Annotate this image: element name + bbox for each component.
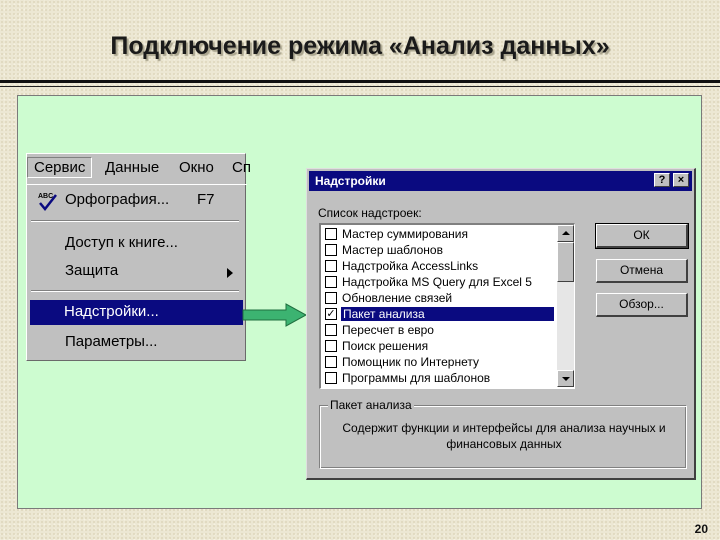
scroll-thumb[interactable] bbox=[557, 242, 574, 282]
addins-list-label: Список надстроек: bbox=[318, 206, 422, 220]
help-button[interactable]: ? bbox=[654, 173, 670, 187]
dialog-titlebar bbox=[309, 171, 692, 191]
menubar-data[interactable]: Данные bbox=[105, 159, 160, 176]
addins-dialog bbox=[306, 168, 696, 480]
menu-item-addins[interactable] bbox=[30, 300, 243, 325]
title-rule-thin bbox=[0, 86, 720, 87]
page-number: 20 bbox=[694, 522, 708, 536]
dialog-title: Надстройки bbox=[315, 174, 386, 188]
checkbox[interactable] bbox=[325, 292, 337, 304]
options-label: Параметры... bbox=[65, 333, 158, 350]
scroll-down-icon[interactable] bbox=[557, 370, 574, 387]
share-label: Доступ к книге... bbox=[65, 234, 178, 251]
cancel-button[interactable]: Отмена bbox=[596, 259, 688, 283]
spelling-icon bbox=[37, 190, 59, 212]
close-button[interactable]: × bbox=[673, 173, 689, 187]
addin-row[interactable]: Поиск решения bbox=[323, 338, 555, 354]
spelling-label: Орфография... bbox=[65, 191, 170, 208]
addin-row[interactable]: Помощник по Интернету bbox=[323, 354, 555, 370]
addin-description-group bbox=[319, 398, 687, 469]
spelling-shortcut: F7 bbox=[197, 191, 215, 208]
list-scrollbar[interactable] bbox=[557, 225, 574, 387]
addins-label: Надстройки... bbox=[64, 303, 159, 320]
menubar-tools[interactable]: Сервис bbox=[27, 157, 92, 178]
checkbox[interactable] bbox=[325, 260, 337, 272]
ok-button[interactable]: ОК bbox=[596, 224, 688, 248]
addins-listbox[interactable] bbox=[319, 223, 575, 389]
spelling-icon-text: ABC bbox=[38, 193, 54, 200]
scroll-up-icon[interactable] bbox=[557, 225, 574, 242]
menu-item-options[interactable] bbox=[31, 330, 241, 355]
addin-row-analysis-toolpak[interactable]: ✓ Пакет анализа bbox=[323, 306, 555, 322]
menu-item-spelling[interactable] bbox=[31, 188, 241, 213]
slide-title: Подключение режима «Анализ данных» bbox=[110, 32, 610, 60]
checkbox[interactable] bbox=[325, 228, 337, 240]
checkbox[interactable] bbox=[325, 356, 337, 368]
addin-row[interactable]: Обновление связей bbox=[323, 290, 555, 306]
addin-row[interactable]: Мастер суммирования bbox=[323, 226, 555, 242]
menu-item-protection[interactable] bbox=[31, 259, 241, 284]
menubar bbox=[27, 154, 251, 184]
checkbox[interactable] bbox=[325, 244, 337, 256]
browse-button[interactable]: Обзор... bbox=[596, 293, 688, 317]
menu-item-share-workbook[interactable] bbox=[31, 231, 241, 256]
checkbox[interactable] bbox=[325, 276, 337, 288]
addin-description: Содержит функции и интерфейсы для анализа научных и финансовых данных bbox=[342, 421, 666, 451]
checkbox[interactable] bbox=[325, 372, 337, 384]
menubar-help[interactable]: Сп bbox=[232, 159, 251, 176]
tools-menu bbox=[26, 153, 251, 361]
title-rule bbox=[0, 80, 720, 83]
addin-row[interactable]: Надстройка MS Query для Excel 5 bbox=[323, 274, 555, 290]
protection-label: Защита bbox=[65, 262, 119, 279]
submenu-arrow-icon bbox=[227, 268, 233, 278]
addin-row[interactable]: Пересчет в евро bbox=[323, 322, 555, 338]
checkbox-checked[interactable]: ✓ bbox=[326, 308, 336, 320]
menubar-window[interactable]: Окно bbox=[179, 159, 214, 176]
group-title: Пакет анализа bbox=[330, 398, 412, 412]
addin-row[interactable]: Надстройка AccessLinks bbox=[323, 258, 555, 274]
addin-row[interactable]: Мастер шаблонов bbox=[323, 242, 555, 258]
checkbox[interactable] bbox=[325, 340, 337, 352]
pointer-arrow bbox=[240, 301, 310, 331]
addin-row[interactable]: Программы для шаблонов bbox=[323, 370, 555, 386]
checkbox[interactable] bbox=[325, 324, 337, 336]
